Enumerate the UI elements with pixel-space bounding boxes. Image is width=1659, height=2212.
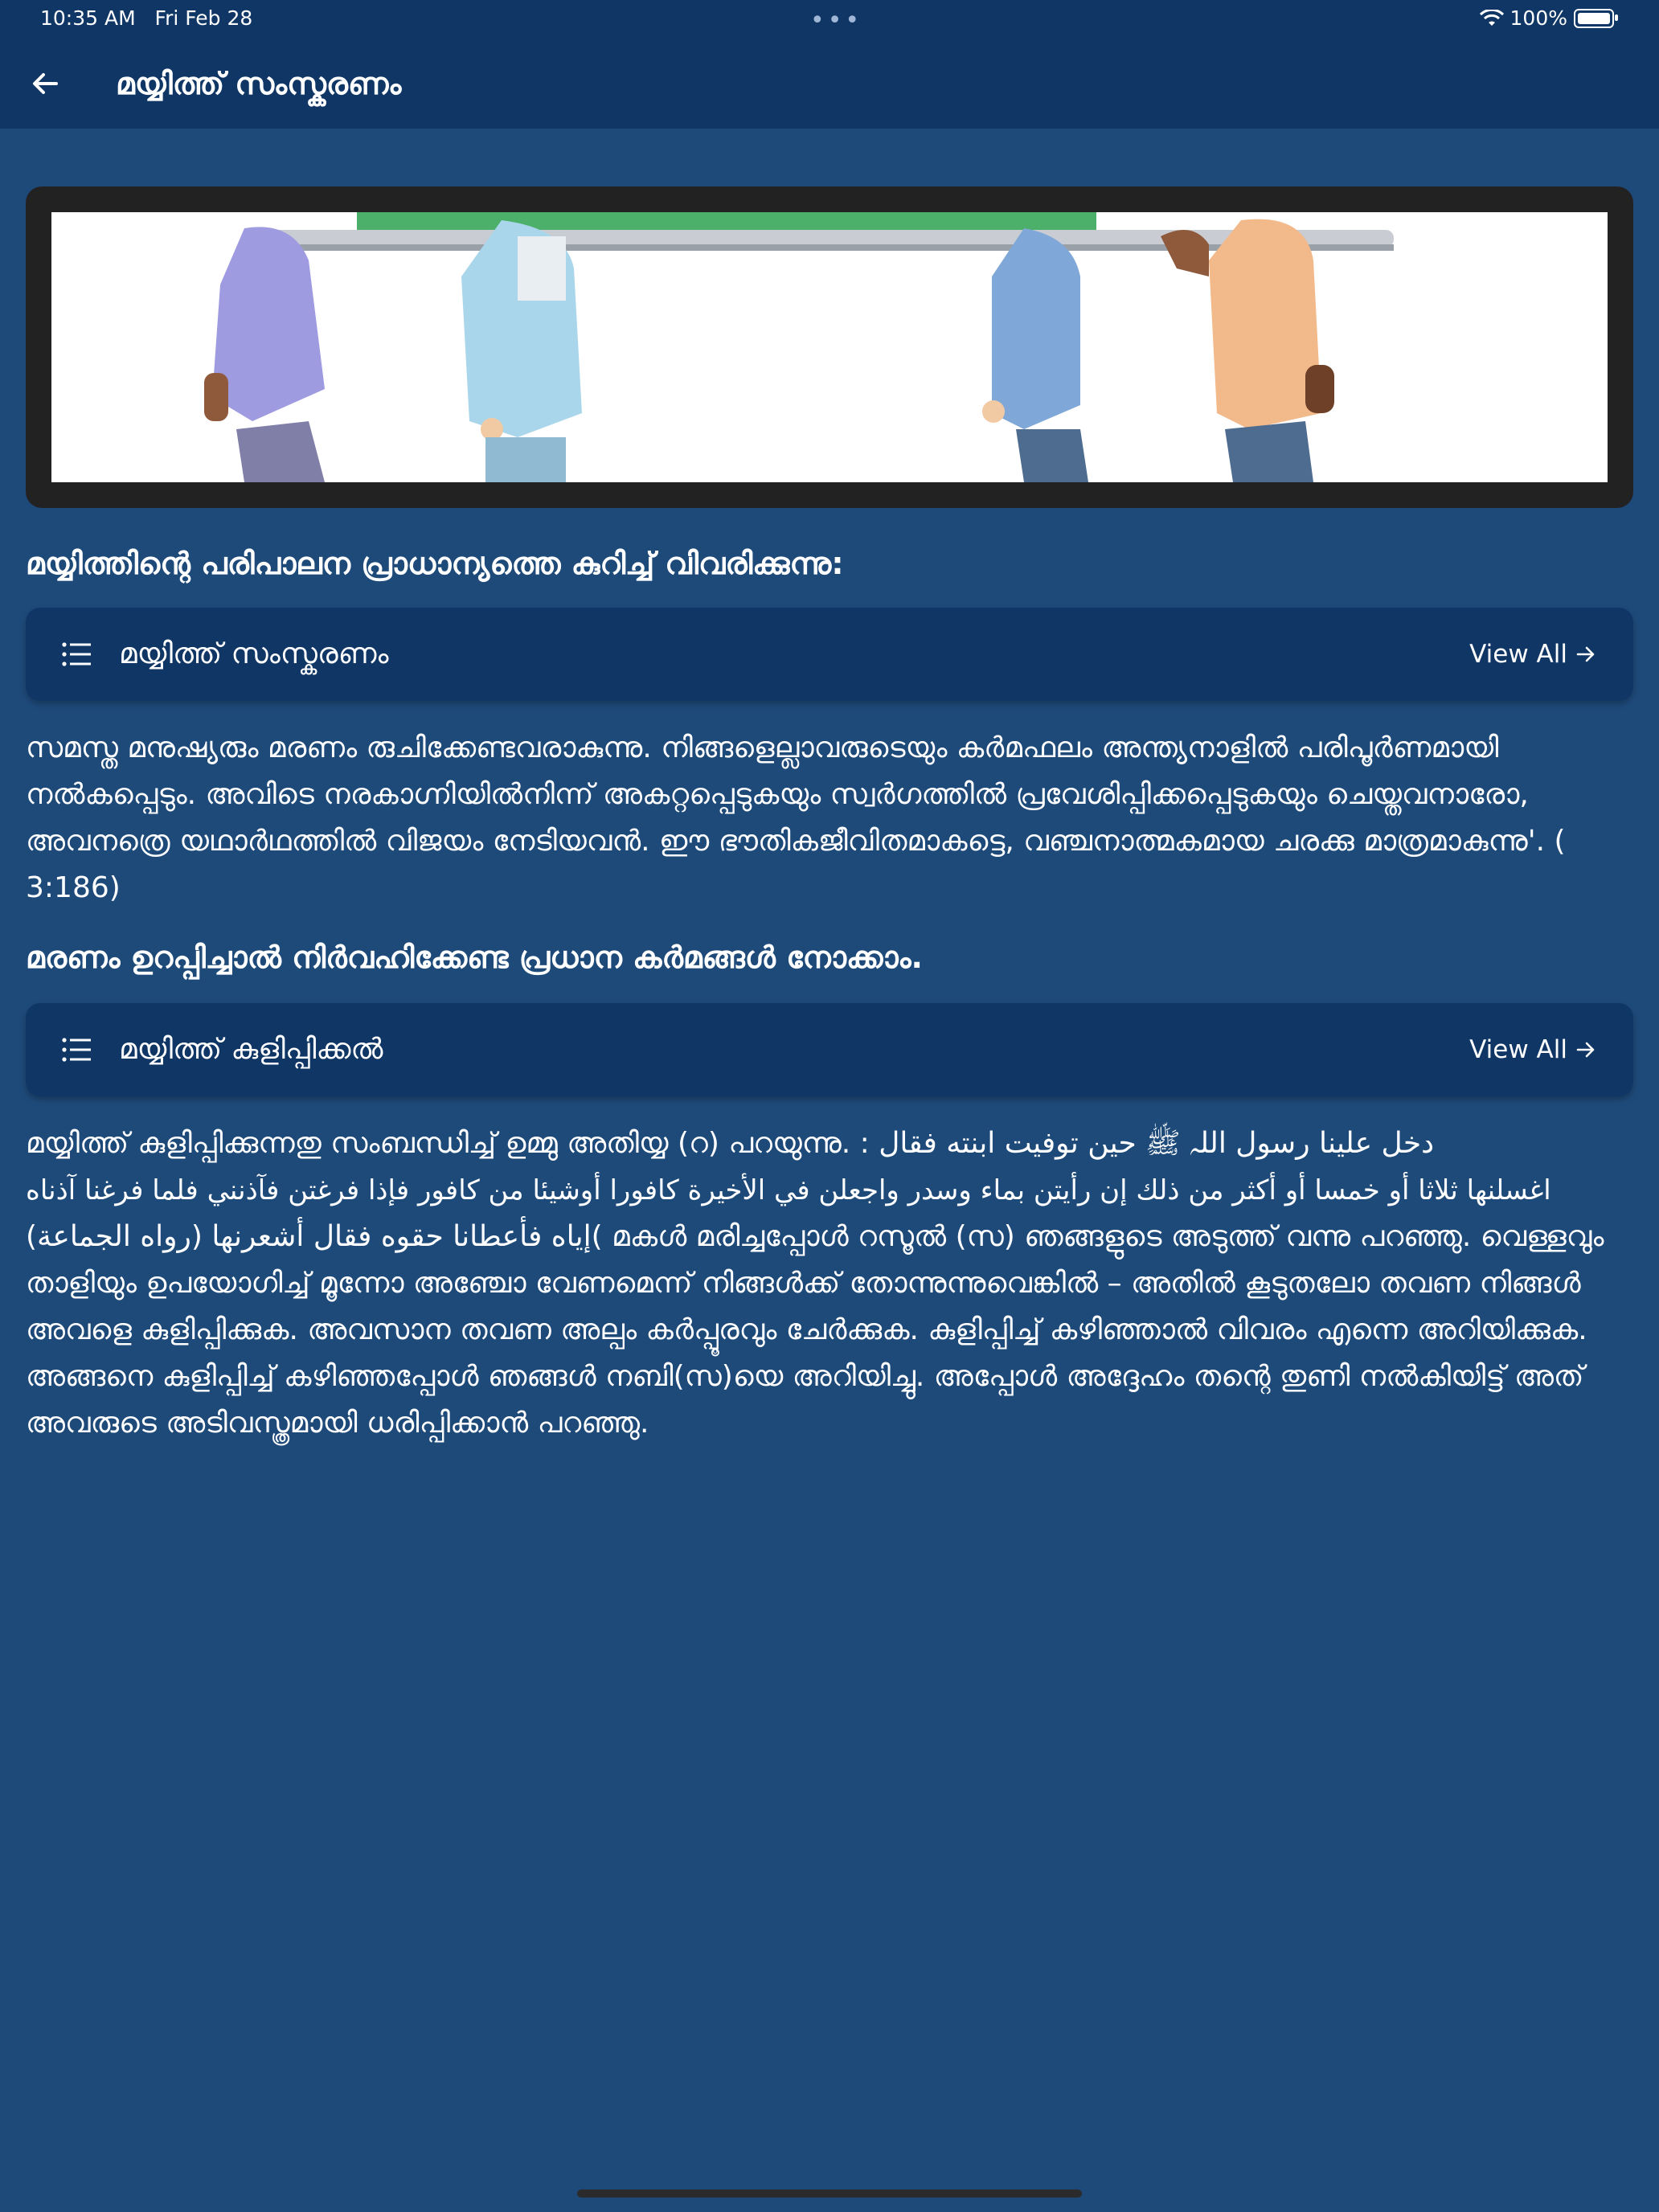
banner-image bbox=[51, 212, 1608, 482]
list-icon bbox=[58, 635, 96, 674]
section-card-kulippikkal[interactable] bbox=[26, 1003, 1633, 1096]
section2-body-arabic: اغسلنها ثلاثا أو خمسا أو أكثر من ذلك إن رأيتن بماء وسدر واجعلن في الأخيرة كافورا أوشيئا من كافور فإذا فرغتن فآذنني فلما فرغنا آذناه bbox=[26, 1174, 1551, 1206]
intro-heading: മയ്യിത്തിന്റെ പരിപാലന പ്രാധാന്യത്തെ കുറിച്ച് വിവരിക്കുന്നു: bbox=[26, 546, 844, 581]
view-all-label: View All bbox=[1469, 1035, 1567, 1064]
arrow-right-icon bbox=[1575, 644, 1596, 665]
section2-body-rest: (رواه الجماعة) إياه فأعطانا حقوه فقال أشعرنها( മകൾ മരിച്ചപ്പോൾ റസൂൽ (സ) ഞങ്ങളുടെ അടുത്ത് വന്നു പറഞ്ഞു. വെള്ളവും താളിയും ഉപയോഗിച്ച് മൂന്നോ അഞ്ചോ വേണമെന്ന് നിങ്ങൾക്ക് തോന്നുന്നുവെങ്കിൽ – അതിൽ കൂടുതലോ തവണ നിങ്ങൾ അവളെ കുളിപ്പിക്കുക. അവസാന തവണ അല്പം കർപ്പൂരവും ചേർക്കുക. കുളിപ്പിച്ച് കഴിഞ്ഞാൽ വിവരം എന്നെ അറിയിക്കുക. അങ്ങനെ കുളിപ്പിച്ച് കഴിഞ്ഞപ്പോൾ ഞങ്ങൾ നബി(സ)യെ അറിയിച്ചു. അപ്പോൾ അദ്ദേഹം തന്റെ തുണി നൽകിയിട്ട് അത് അവരുടെ അടിവസ്ത്രമായി ധരിപ്പിക്കാൻ പറഞ്ഞു. bbox=[26, 1220, 1604, 1440]
mid-heading: മരണം ഉറപ്പിച്ചാൽ നിർവഹിക്കേണ്ട പ്രധാന കർമങ്ങൾ നോക്കാം. bbox=[26, 940, 923, 975]
view-all-button[interactable] bbox=[1469, 640, 1596, 669]
home-indicator[interactable] bbox=[577, 2189, 1082, 2198]
view-all-label: View All bbox=[1469, 640, 1567, 669]
app-bar bbox=[0, 39, 1659, 129]
content bbox=[26, 129, 1633, 1447]
battery-percent: 100% bbox=[1509, 6, 1567, 30]
arrow-right-icon bbox=[1575, 1039, 1596, 1060]
page-title: മയ്യിത്ത് സംസ്കരണം bbox=[116, 65, 402, 101]
multitasking-dots-icon[interactable]: ••• bbox=[810, 6, 863, 35]
status-bar bbox=[0, 0, 1659, 39]
section1-body: സമസ്ത മനുഷ്യരും മരണം രുചിക്കേണ്ടവരാകുന്നു. നിങ്ങളെല്ലാവരുടെയും കർമഫലം അന്ത്യനാളിൽ പരിപൂർണമായി നൽകപ്പെടും. അവിടെ നരകാഗ്നിയിൽനിന്ന് അകറ്റപ്പെടുകയും സ്വർഗത്തിൽ പ്രവേശിപ്പിക്കപ്പെടുകയും ചെയ്തവനാരോ, അവനത്രെ യഥാർഥത്തിൽ വിജയം നേടിയവൻ. ഈ ഭൗതികജീവിതമാകട്ടെ, വഞ്ചനാത്മകമായ ചരക്കു മാത്രമാകുന്നു'. ( 3:186) bbox=[26, 731, 1566, 904]
section2-body-line1: മയ്യിത്ത് കുളിപ്പിക്കുന്നതു സംബന്ധിച്ച് ഉമ്മു അതിയ്യ (റ) പറയുന്നു. : دخل علينا رسول اللہ ﷺ حين توفيت ابنته فقال bbox=[26, 1127, 1435, 1160]
arrow-left-icon bbox=[29, 68, 61, 100]
battery-icon bbox=[1574, 9, 1614, 28]
section2-body bbox=[26, 1120, 1633, 1447]
banner-frame bbox=[26, 186, 1633, 508]
status-right bbox=[1480, 6, 1614, 30]
section-card-samskaranam[interactable] bbox=[26, 608, 1633, 701]
wifi-icon bbox=[1480, 10, 1504, 27]
status-time: 10:35 AM Fri Feb 28 bbox=[40, 6, 253, 30]
view-all-button[interactable] bbox=[1469, 1035, 1596, 1064]
section-label: മയ്യിത്ത് സംസ്കരണം bbox=[119, 637, 389, 670]
section-label: മയ്യിത്ത് കുളിപ്പിക്കൽ bbox=[119, 1033, 383, 1066]
funeral-procession-illustration bbox=[51, 212, 1608, 482]
back-button[interactable] bbox=[23, 61, 68, 106]
list-icon bbox=[58, 1030, 96, 1069]
